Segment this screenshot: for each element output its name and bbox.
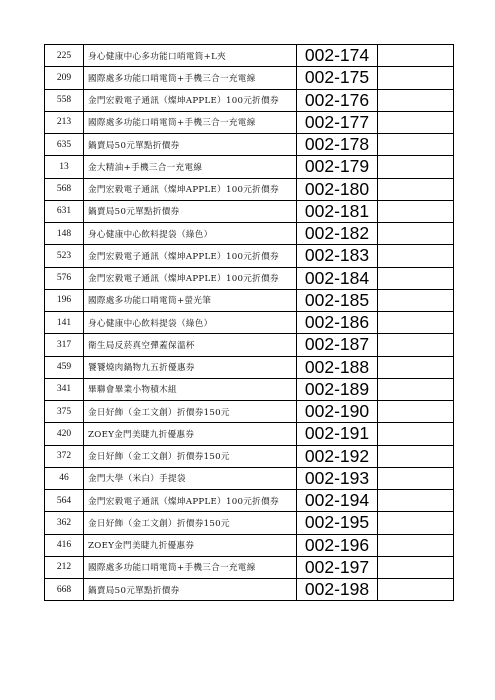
prize-description-cell: 金門大學（米白）手提袋 [84, 467, 297, 489]
table-row [45, 512, 454, 534]
prize-description-cell: 金門宏毅電子通訊（燦坤APPLE）100元折價券 [84, 245, 297, 267]
prize-code-cell: 002-195 [297, 512, 378, 534]
empty-cell [378, 267, 454, 289]
empty-cell [378, 111, 454, 133]
ticket-number-cell: 225 [45, 45, 84, 67]
prize-description-cell: 國際處多功能口哨電筒+手機三合一充電線 [84, 67, 297, 89]
prize-description-cell: 身心健康中心多功能口哨電筒+L夾 [84, 45, 297, 67]
ticket-number-cell: 209 [45, 67, 84, 89]
ticket-number-cell: 372 [45, 445, 84, 467]
prize-description-cell: 金門宏毅電子通訊（燦坤APPLE）100元折價券 [84, 267, 297, 289]
prize-code-cell: 002-183 [297, 245, 378, 267]
prize-description-cell: 金大精油+手機三合一充電線 [84, 156, 297, 178]
empty-cell [378, 556, 454, 578]
empty-cell [378, 534, 454, 556]
prize-description-cell: 鍋賣局50元單點折價券 [84, 579, 297, 601]
prize-description-cell: 衛生局反菸真空彈蓋保溫杯 [84, 334, 297, 356]
prize-code-cell: 002-198 [297, 579, 378, 601]
prize-table [44, 44, 454, 601]
prize-code-cell: 002-191 [297, 423, 378, 445]
prize-code-cell: 002-177 [297, 111, 378, 133]
table-row [45, 89, 454, 111]
prize-description-cell: 金門宏毅電子通訊（燦坤APPLE）100元折價券 [84, 178, 297, 200]
table-row [45, 445, 454, 467]
ticket-number-cell: 416 [45, 534, 84, 556]
table-row [45, 67, 454, 89]
prize-description-cell: 鍋賣局50元單點折價券 [84, 134, 297, 156]
table-row [45, 378, 454, 400]
prize-code-cell: 002-197 [297, 556, 378, 578]
ticket-number-cell: 212 [45, 556, 84, 578]
ticket-number-cell: 668 [45, 579, 84, 601]
prize-code-cell: 002-196 [297, 534, 378, 556]
table-row [45, 178, 454, 200]
prize-code-cell: 002-181 [297, 200, 378, 222]
empty-cell [378, 45, 454, 67]
table-row [45, 534, 454, 556]
ticket-number-cell: 558 [45, 89, 84, 111]
table-row [45, 200, 454, 222]
prize-description-cell: 金日好飾（金工文創）折價券150元 [84, 512, 297, 534]
table-row [45, 356, 454, 378]
prize-code-cell: 002-189 [297, 378, 378, 400]
ticket-number-cell: 13 [45, 156, 84, 178]
table-row [45, 289, 454, 311]
table-row [45, 223, 454, 245]
prize-code-cell: 002-184 [297, 267, 378, 289]
prize-code-cell: 002-176 [297, 89, 378, 111]
prize-code-cell: 002-179 [297, 156, 378, 178]
prize-description-cell: 身心健康中心飲料提袋（綠色） [84, 223, 297, 245]
prize-description-cell: 身心健康中心飲料提袋（綠色） [84, 312, 297, 334]
ticket-number-cell: 362 [45, 512, 84, 534]
table-row [45, 267, 454, 289]
empty-cell [378, 67, 454, 89]
table-row [45, 134, 454, 156]
ticket-number-cell: 635 [45, 134, 84, 156]
prize-code-cell: 002-193 [297, 467, 378, 489]
ticket-number-cell: 141 [45, 312, 84, 334]
ticket-number-cell: 148 [45, 223, 84, 245]
ticket-number-cell: 46 [45, 467, 84, 489]
ticket-number-cell: 568 [45, 178, 84, 200]
prize-code-cell: 002-185 [297, 289, 378, 311]
table-row [45, 490, 454, 512]
empty-cell [378, 356, 454, 378]
empty-cell [378, 490, 454, 512]
prize-description-cell: ZOEY金門美睫九折優惠券 [84, 423, 297, 445]
ticket-number-cell: 317 [45, 334, 84, 356]
prize-code-cell: 002-190 [297, 401, 378, 423]
prize-description-cell: 金門宏毅電子通訊（燦坤APPLE）100元折價券 [84, 490, 297, 512]
table-row [45, 312, 454, 334]
ticket-number-cell: 213 [45, 111, 84, 133]
table-row [45, 245, 454, 267]
ticket-number-cell: 576 [45, 267, 84, 289]
ticket-number-cell: 631 [45, 200, 84, 222]
empty-cell [378, 512, 454, 534]
ticket-number-cell: 459 [45, 356, 84, 378]
empty-cell [378, 134, 454, 156]
prize-code-cell: 002-180 [297, 178, 378, 200]
table-row [45, 467, 454, 489]
empty-cell [378, 401, 454, 423]
prize-description-cell: 國際處多功能口哨電筒+手機三合一充電線 [84, 556, 297, 578]
empty-cell [378, 89, 454, 111]
empty-cell [378, 223, 454, 245]
table-row [45, 334, 454, 356]
empty-cell [378, 200, 454, 222]
ticket-number-cell: 420 [45, 423, 84, 445]
prize-description-cell: 饕饕燒肉鍋物九五折優惠券 [84, 356, 297, 378]
ticket-number-cell: 523 [45, 245, 84, 267]
empty-cell [378, 178, 454, 200]
prize-description-cell: ZOEY金門美睫九折優惠券 [84, 534, 297, 556]
ticket-number-cell: 564 [45, 490, 84, 512]
prize-code-cell: 002-182 [297, 223, 378, 245]
empty-cell [378, 579, 454, 601]
ticket-number-cell: 375 [45, 401, 84, 423]
prize-description-cell: 金日好飾（金工文創）折價券150元 [84, 445, 297, 467]
empty-cell [378, 378, 454, 400]
ticket-number-cell: 196 [45, 289, 84, 311]
empty-cell [378, 156, 454, 178]
prize-description-cell: 國際處多功能口哨電筒+手機三合一充電線 [84, 111, 297, 133]
prize-table-body [45, 45, 454, 601]
prize-code-cell: 002-174 [297, 45, 378, 67]
table-row [45, 556, 454, 578]
prize-description-cell: 國際處多功能口哨電筒+螢光筆 [84, 289, 297, 311]
ticket-number-cell: 341 [45, 378, 84, 400]
empty-cell [378, 289, 454, 311]
prize-description-cell: 金門宏毅電子通訊（燦坤APPLE）100元折價券 [84, 89, 297, 111]
prize-description-cell: 鍋賣局50元單點折價券 [84, 200, 297, 222]
table-row [45, 156, 454, 178]
prize-description-cell: 畢聯會畢業小物積木組 [84, 378, 297, 400]
prize-code-cell: 002-192 [297, 445, 378, 467]
empty-cell [378, 312, 454, 334]
table-row [45, 579, 454, 601]
prize-code-cell: 002-175 [297, 67, 378, 89]
empty-cell [378, 245, 454, 267]
prize-code-cell: 002-186 [297, 312, 378, 334]
empty-cell [378, 445, 454, 467]
empty-cell [378, 423, 454, 445]
empty-cell [378, 334, 454, 356]
prize-code-cell: 002-188 [297, 356, 378, 378]
table-row [45, 111, 454, 133]
prize-code-cell: 002-187 [297, 334, 378, 356]
prize-code-cell: 002-194 [297, 490, 378, 512]
prize-description-cell: 金日好飾（金工文創）折價券150元 [84, 401, 297, 423]
table-row [45, 423, 454, 445]
table-row [45, 401, 454, 423]
prize-code-cell: 002-178 [297, 134, 378, 156]
empty-cell [378, 467, 454, 489]
table-row [45, 45, 454, 67]
